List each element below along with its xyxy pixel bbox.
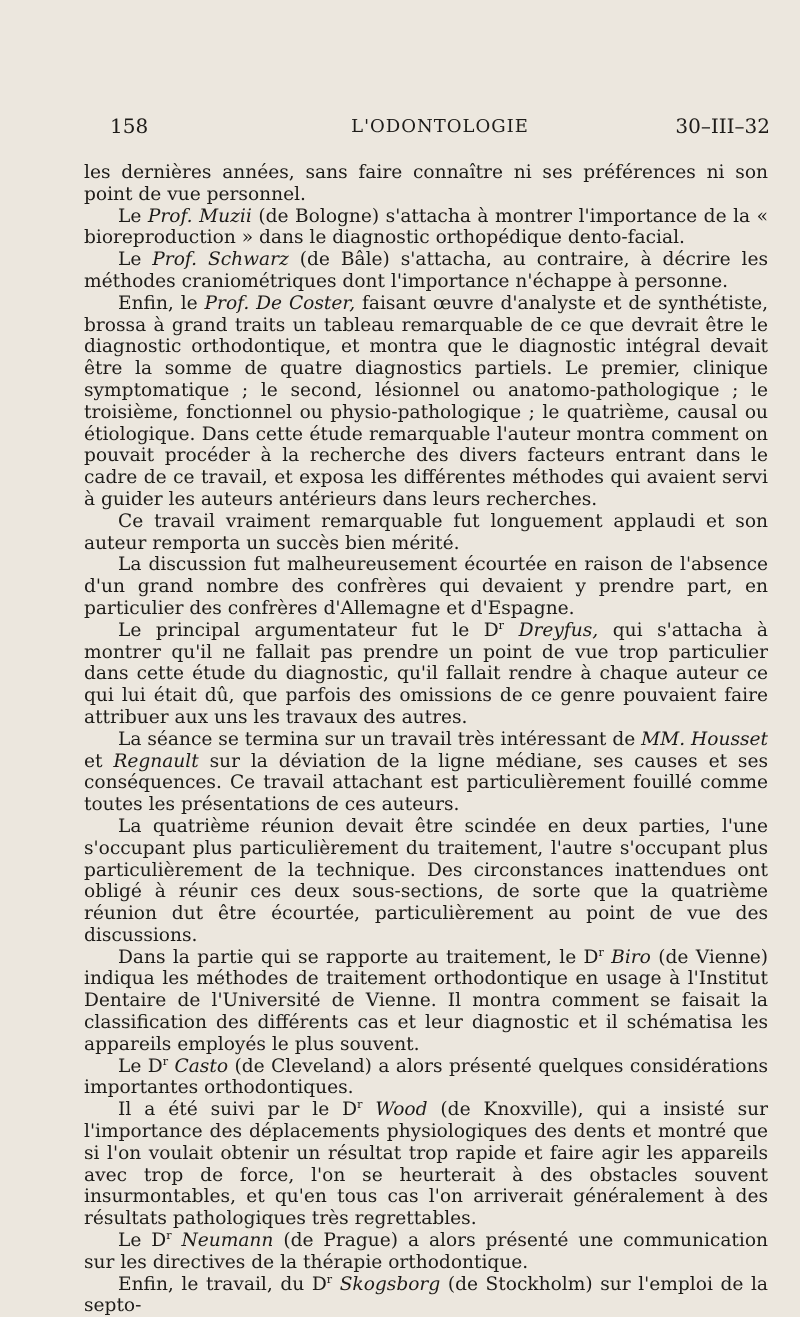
text-run: (de Cleveland) a alors présenté quelques considérations importantes orthodontiques.	[84, 1055, 768, 1099]
paragraph	[84, 249, 768, 293]
paragraph	[84, 729, 768, 816]
text-run: sur la déviation de la ligne médiane, ses causes et ses conséquences. Ce travail attachant est particulièrement fouillé comme toutes les présentations de ces auteurs.	[84, 750, 769, 816]
running-title: L'ODONTOLOGIE	[351, 116, 529, 137]
italic-text: Biro	[611, 946, 651, 968]
superscript-text: r	[162, 1054, 169, 1068]
text-run: La séance se termina sur un travail très intéressant de	[118, 728, 642, 750]
paragraph	[84, 620, 768, 729]
text-run: (de Bâle) s'attacha, au contraire, à décrire les méthodes craniométriques dont l'importance n'échappe à personne.	[84, 249, 769, 292]
italic-text: Prof. De Coster,	[204, 292, 356, 314]
paragraph	[84, 162, 768, 206]
text-run: (de Bologne) s'attacha à montrer l'importance de la « bioreproduction » dans le diagnostic orthopédique dento-facial.	[84, 205, 769, 249]
paragraph	[84, 1056, 768, 1100]
superscript-text: r	[166, 1228, 172, 1242]
text-run: Ce travail vraiment remarquable fut longuement applaudi et son auteur remporta un succès bien mérité.	[84, 510, 768, 554]
text-run: Le	[118, 249, 153, 271]
body-text	[84, 162, 768, 1317]
paragraph	[84, 947, 768, 1056]
text-run	[504, 620, 519, 641]
page-header	[110, 114, 770, 144]
paragraph	[84, 1230, 768, 1274]
paragraph	[84, 554, 768, 619]
superscript-text: r	[357, 1098, 363, 1112]
text-run: (de Vienne) indiqua les méthodes de traitement orthodontique en usage à l'Institut Dentaire de l'Université de Vienne. Il montra comment se faisait la classification des différents cas et leur diagnostic et il schématisa les appareils employés le plus souvent.	[84, 946, 768, 1055]
paragraph	[84, 293, 768, 511]
text-run: Le D	[118, 1230, 167, 1252]
text-run	[332, 1274, 340, 1295]
italic-text: Dreyfus,	[518, 619, 599, 641]
italic-text: MM. Housset	[641, 728, 769, 750]
text-run: Le	[118, 205, 148, 227]
italic-text: Skogsborg	[339, 1273, 441, 1295]
paragraph	[84, 511, 768, 555]
text-run: Le D	[118, 1055, 163, 1077]
text-run	[172, 1230, 182, 1251]
text-run: La discussion fut malheureusement écourtée en raison de l'absence d'un grand nombre des confrères qui devaient y prendre part, en particulier des confrères d'Allemagne et d'Espagne.	[84, 554, 768, 619]
paragraph	[84, 1274, 768, 1317]
text-run: Il a été suivi par le D	[118, 1099, 358, 1121]
paragraph	[84, 206, 768, 250]
superscript-text: r	[598, 945, 604, 959]
text-run: Enfin, le travail, du D	[118, 1273, 327, 1295]
italic-text: Casto	[174, 1055, 229, 1077]
page-number: 158	[110, 114, 149, 138]
italic-text: Prof. Muzii	[147, 205, 252, 227]
superscript-text: r	[498, 618, 504, 632]
text-run: Le principal argumentateur fut le D	[118, 619, 499, 641]
italic-text: Regnault	[113, 750, 199, 772]
text-run: et	[84, 750, 114, 772]
text-run: (de Stockholm) sur l'emploi de la septo-	[84, 1273, 768, 1317]
text-run: La quatrième réunion devait être scindée en deux parties, l'une s'occupant plus particulièrement du traitement, l'autre s'occupant plus particulièrement de la technique. Des circonstances inattendues ont obligé à réunir ces deux sous-sections, de sorte que la quatrième réunion dut être écourtée, particulièrement au point de vue des discussions.	[84, 815, 768, 946]
issue-date: 30–III–32	[675, 114, 770, 138]
text-run	[362, 1099, 375, 1120]
text-run: qui s'attacha à montrer qu'il ne fallait pas prendre un point de vue trop particulier dans cette étude du diagnostic, qu'il fallait rendre à chaque auteur ce qui lui était dû, que parfois des omissions de ce genre pouvaient faire attribuer aux uns les travaux des autres.	[84, 619, 768, 728]
text-run: (de Knoxville), qui a insisté sur l'importance des déplacements physiologiques des dents et montré que si l'on voulait obtenir un résultat trop rapide et faire agir les appareils avec trop de force, l'on se heurterait à des obstacles souvent insurmontables, et qu'en tous cas l'on arriverait généralement à des résultats pathologiques très regrettables.	[84, 1099, 768, 1230]
superscript-text: r	[326, 1272, 333, 1286]
text-run: les dernières années, sans faire connaître ni ses préférences ni son point de vue personnel.	[84, 162, 768, 205]
paragraph	[84, 816, 768, 947]
text-run: Enfin, le	[118, 292, 205, 314]
italic-text: Wood	[375, 1099, 428, 1121]
text-run: Dans la partie qui se rapporte au traitement, le D	[118, 946, 599, 968]
text-run: faisant œuvre d'analyste et de synthétiste, brossa à grand traits un tableau remarquable de ce que devrait être le diagnostic orthodontique, et montra que le diagnostic intégral devait être la somme de quatre diagnostics partiels. Le premier, clinique symptomatique ; le second, lésionnel ou anatomo-pathologique ; le troisième, fonctionnel ou physio-pathologique ; le quatrième, causal ou étiologique. Dans cette étude remarquable l'auteur montra comment on pouvait procéder à la recherche des divers facteurs entrant dans le cadre de ce travail, et exposa les différentes méthodes qui avaient servi à guider les auteurs antérieurs dans leurs recherches.	[84, 292, 768, 510]
italic-text: Neumann	[181, 1230, 274, 1252]
paragraph	[84, 1099, 768, 1230]
italic-text: Prof. Schwarz	[152, 249, 289, 271]
text-run: (de Prague) a alors présenté une communication sur les directives de la thérapie orthodontique.	[84, 1230, 768, 1273]
